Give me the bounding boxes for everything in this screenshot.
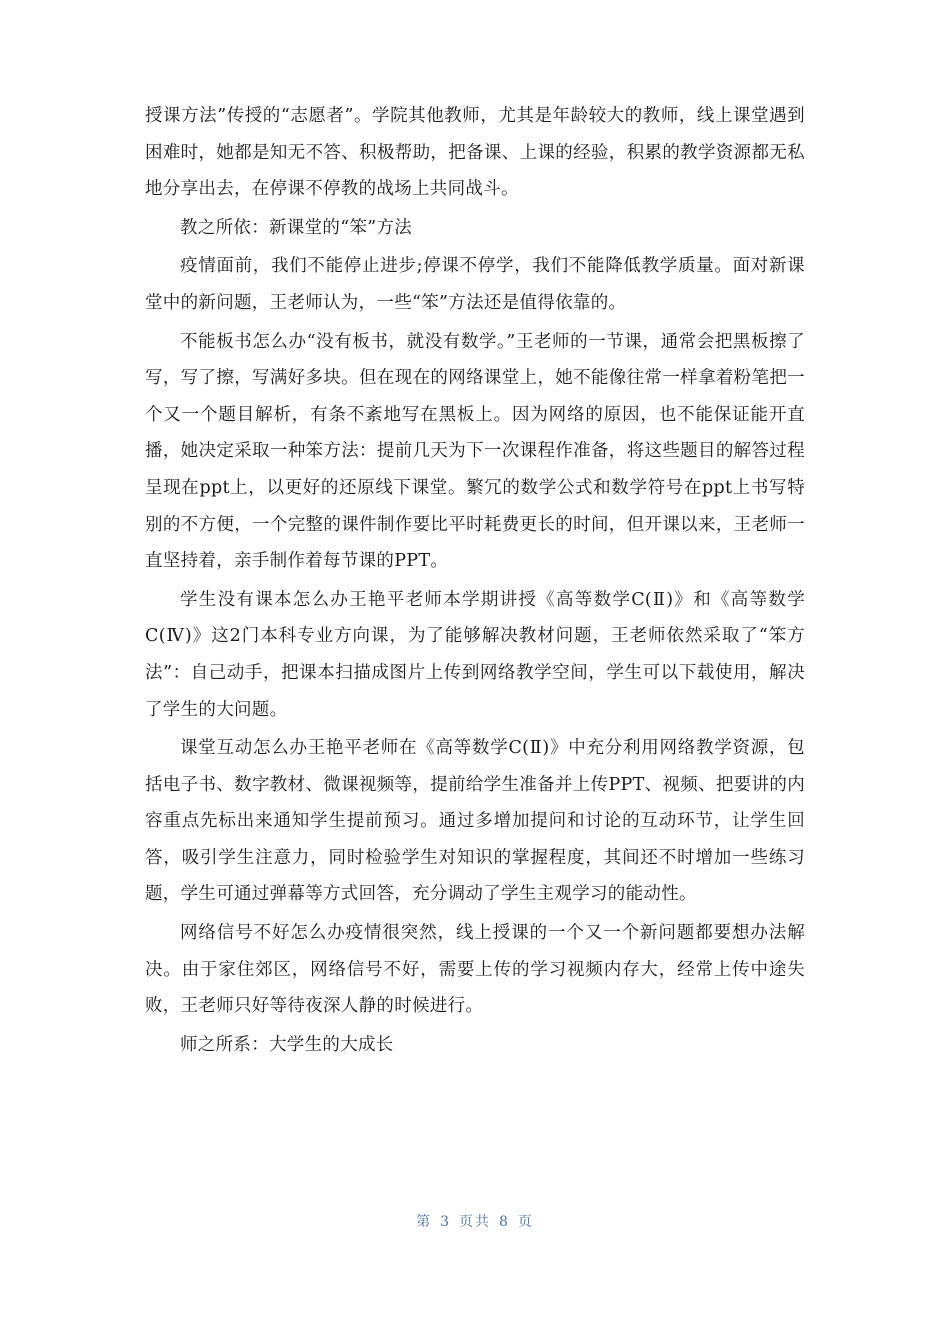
paragraph-intro: 疫情面前，我们不能停止进步;停课不停学，我们不能降低教学质量。面对新课堂中的新问题，王老师认为，一些“笨”方法还是值得依靠的。 [145,256,805,313]
footer-suffix: 页 [517,1214,534,1230]
document-body [145,98,805,1065]
paragraph-no-blackboard: 不能板书怎么办“没有板书，就没有数学。”王老师的一节课，通常会把黑板擦了写，写了擦，写满好多块。但在现在的网络课堂上，她不能像往常一样拿着粉笔把一个又一个题目解析，有条不紊地写在黑板上。因为网络的原因，也不能保证能开直播，她决定采取一种笨方法：提前几天为下一次课程作准备，将这些题目的解答过程呈现在ppt上，以更好的还原线下课堂。繁冗的数学公式和数学符号在ppt上书写特别的不方便，一个完整的课件制作要比平时耗费更长的时间，但开课以来，王老师一直坚持着，亲手制作着每节课的PPT。 [145,331,805,572]
section-heading-student-growth: 师之所系：大学生的大成长 [180,1034,394,1055]
footer-prefix: 第 [416,1214,433,1230]
footer-middle: 页共 [459,1214,491,1230]
paragraph-no-textbook: 学生没有课本怎么办王艳平老师本学期讲授《高等数学C(Ⅱ)》和《高等数学C(Ⅳ)》这2门本科专业方向课，为了能够解决教材问题，王老师依然采取了“笨方法”：自己动手，把课本扫描成图片上传到网络教学空间，学生可以下载使用，解决了学生的大问题。 [145,589,805,720]
paragraph-continuation: 授课方法”传授的“志愿者”。学院其他教师，尤其是年龄较大的教师，线上课堂遇到困难时，她都是知无不答、积极帮助，把备课、上课的经验，积累的教学资源都无私地分享出去，在停课不停教的战场上共同战斗。 [145,106,805,200]
footer-total-pages: 8 [499,1214,510,1230]
footer-page-number: 3 [440,1214,451,1230]
section-heading-teaching-basis: 教之所依：新课堂的“笨”方法 [180,217,413,238]
page-footer [0,1211,950,1231]
paragraph-classroom-interaction: 课堂互动怎么办王艳平老师在《高等数学C(Ⅱ)》中充分利用网络教学资源，包括电子书、数字教材、微课视频等，提前给学生准备并上传PPT、视频、把要讲的内容重点先标出来通知学生提前预习。通过多增加提问和讨论的互动环节，让学生回答，吸引学生注意力，同时检验学生对知识的掌握程度，其间还不时增加一些练习题，学生可通过弹幕等方式回答，充分调动了学生主观学习的能动性。 [145,738,805,905]
paragraph-network-signal: 网络信号不好怎么办疫情很突然，线上授课的一个又一个新问题都要想办法解决。由于家住郊区，网络信号不好，需要上传的学习视频内存大，经常上传中途失败，王老师只好等待夜深人静的时候进行。 [145,923,805,1017]
